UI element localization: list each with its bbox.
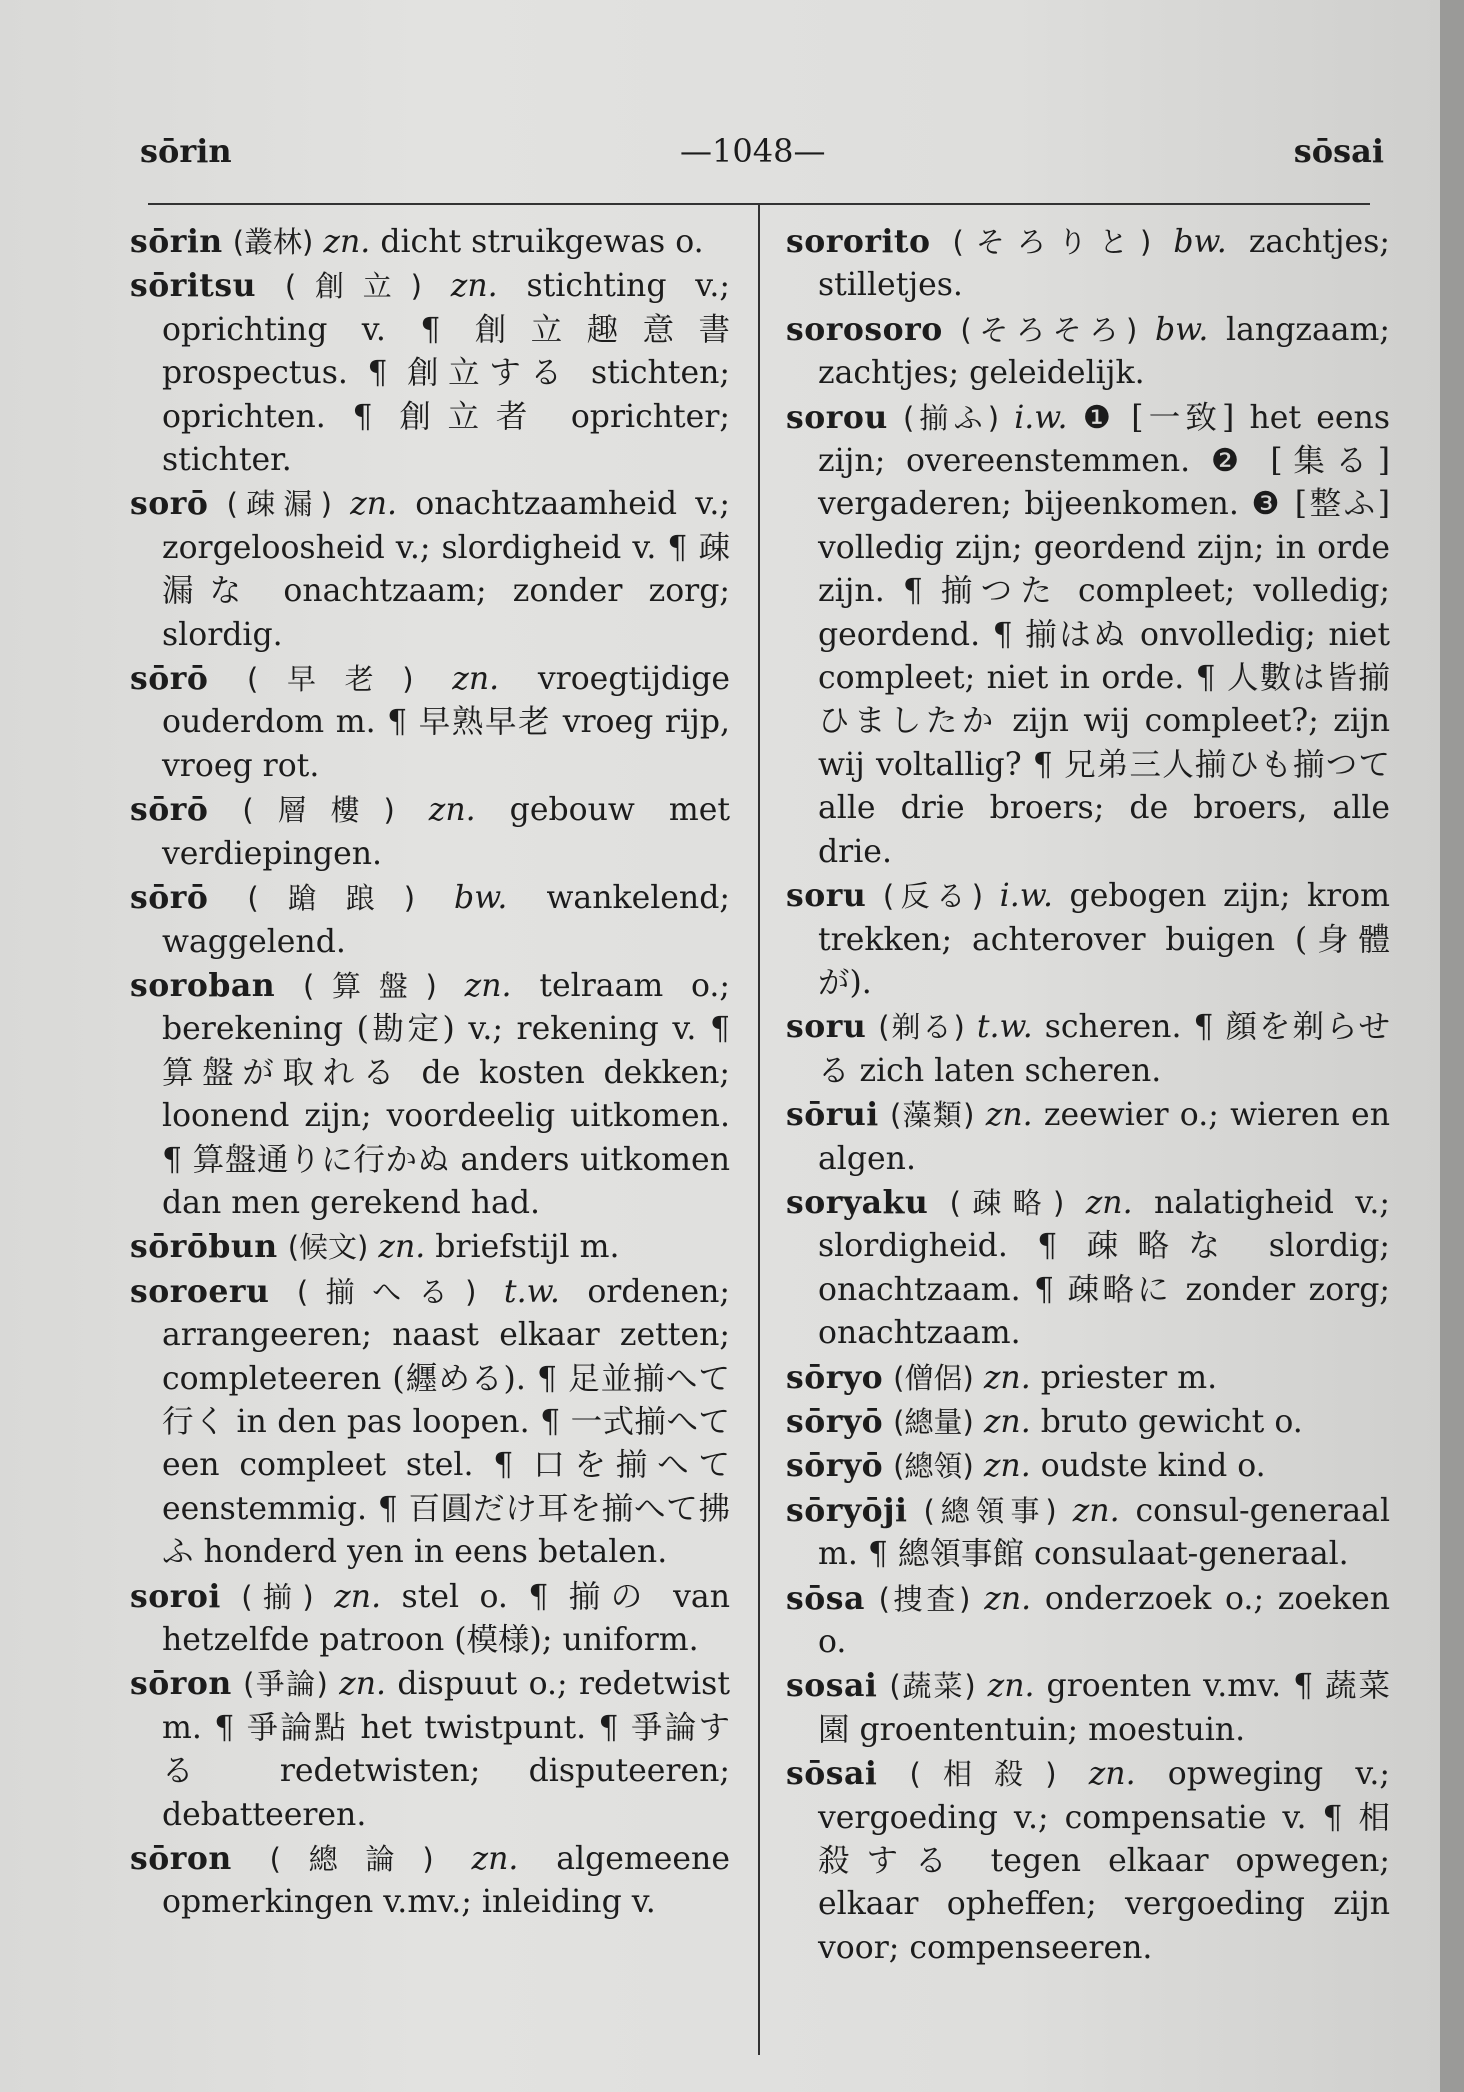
- entry-definition: dicht struikgewas o.: [380, 224, 704, 260]
- entry-pos: zn.: [984, 1580, 1032, 1617]
- entry-definition: dispuut o.; redetwist m. ¶ 爭論點 het twistpunt. ¶ 爭論する redetwisten; disputeeren; debatteeren.: [162, 1666, 730, 1833]
- entry-kanji: (疎略): [949, 1185, 1065, 1220]
- entry-kanji: (爭論): [243, 1667, 328, 1702]
- entry-definition: bruto gewicht o.: [1040, 1403, 1303, 1440]
- entry-definition: ❶ [一致] het eens zijn; overeenstemmen. ❷ [集る] vergaderen; bijeenkomen. ❸ [整ふ] volledig zijn; geordend zijn; in orde zijn. ¶ 揃つた compleet; volledig; geordend. ¶ 揃はぬ onvolledig; niet compleet; niet in orde. ¶ 人數は皆揃ひましたか zijn wij compleet?; zijn wij voltallig? ¶ 兄弟三人揃ひも揃つて alle drie broers; de broers, alle drie.: [818, 399, 1390, 870]
- entry-pos: zn.: [350, 486, 398, 523]
- entry-headword: soru: [786, 1008, 867, 1046]
- entry-definition: vroegtijdige ouderdom m. ¶ 早熟早老 vroeg rijp, vroeg rot.: [162, 661, 731, 784]
- entry-headword: soroi: [130, 1577, 221, 1615]
- column-divider: [758, 205, 760, 2055]
- entry-headword: sōrōbun: [130, 1228, 278, 1266]
- right-column: [786, 220, 1390, 1970]
- dictionary-entry: [130, 1575, 730, 1663]
- dictionary-entry: [786, 1577, 1390, 1665]
- entry-pos: zn.: [450, 268, 498, 305]
- entry-kanji: (揃へる): [296, 1274, 477, 1309]
- entry-pos: t.w.: [503, 1273, 560, 1310]
- entry-headword: sōrō: [130, 791, 209, 829]
- dictionary-entry: [786, 1005, 1390, 1093]
- entry-definition: groenten v.mv. ¶ 蔬菜園 groententuin; moestuin.: [818, 1668, 1391, 1748]
- entry-headword: soroban: [130, 966, 276, 1004]
- entry-definition: priester m.: [1040, 1359, 1218, 1396]
- entry-definition: onderzoek o.; zoeken o.: [818, 1580, 1391, 1660]
- entry-pos: zn.: [1088, 1756, 1136, 1793]
- entry-headword: sōritsu: [130, 267, 256, 305]
- dictionary-entry: [130, 1662, 730, 1837]
- dictionary-entry: [786, 308, 1390, 396]
- page-number: —1048—: [680, 132, 826, 170]
- dictionary-entry: [786, 396, 1390, 874]
- entry-pos: zn.: [464, 967, 512, 1004]
- entry-pos: bw.: [1154, 311, 1209, 348]
- entry-headword: sororito: [786, 223, 931, 260]
- entry-kanji: (早老): [247, 662, 414, 697]
- entry-headword: sōrin: [130, 223, 223, 260]
- dictionary-entry: [786, 1400, 1390, 1444]
- entry-headword: sōsa: [786, 1579, 865, 1617]
- entry-pos: t.w.: [976, 1009, 1033, 1046]
- header-right-guideword: sōsai: [1293, 132, 1384, 170]
- entry-headword: soroeru: [130, 1272, 270, 1310]
- entry-kanji: (層樓): [242, 793, 395, 828]
- entry-headword: sorosoro: [786, 310, 943, 348]
- entry-headword: sōryō: [786, 1402, 884, 1440]
- entry-kanji: (蹌踉): [247, 881, 416, 916]
- entry-definition: briefstijl m.: [435, 1229, 620, 1266]
- entry-pos: zn.: [983, 1403, 1031, 1440]
- entry-pos: zn.: [428, 792, 476, 829]
- entry-kanji: (總量): [893, 1404, 974, 1439]
- entry-pos: zn.: [1072, 1492, 1120, 1529]
- entry-kanji: (相殺): [909, 1757, 1057, 1792]
- entry-kanji: (叢林): [232, 225, 314, 259]
- entry-pos: bw.: [454, 880, 508, 917]
- entry-pos: zn.: [471, 1841, 519, 1878]
- left-column: [130, 220, 730, 1925]
- entry-kanji: (創立): [284, 269, 422, 304]
- entry-headword: soryaku: [786, 1183, 929, 1221]
- dictionary-entry: [786, 1356, 1390, 1400]
- dictionary-entry: [130, 264, 730, 482]
- entry-headword: sorou: [786, 398, 888, 436]
- entry-definition: zachtjes; stilletjes.: [818, 224, 1390, 304]
- entry-headword: sōrui: [786, 1096, 879, 1134]
- entry-kanji: (揃ふ): [902, 400, 1000, 435]
- entry-headword: sorō: [130, 485, 209, 523]
- entry-pos: zn.: [452, 661, 500, 698]
- entry-definition: nalatigheid v.; slordigheid. ¶ 疎略な slordig; onachtzaam. ¶ 疎略に zonder zorg; onachtzaam.: [818, 1184, 1390, 1352]
- entry-definition: scheren. ¶ 顔を剃らせる zich laten scheren.: [818, 1009, 1390, 1089]
- entry-kanji: (僧侶): [893, 1360, 974, 1395]
- entry-kanji: (揃): [241, 1579, 314, 1614]
- entry-kanji: (蔬菜): [889, 1669, 976, 1704]
- dictionary-entry: [130, 1270, 730, 1575]
- header-left-guideword: sōrin: [140, 132, 232, 170]
- entry-kanji: (算盤): [302, 968, 437, 1003]
- entry-pos: zn.: [983, 1448, 1031, 1485]
- entry-kanji: (總領): [893, 1449, 974, 1484]
- entry-pos: zn.: [985, 1097, 1033, 1134]
- entry-definition: consul-generaal m. ¶ 總領事館 consulaat-generaal.: [818, 1492, 1391, 1573]
- dictionary-entry: [786, 1664, 1390, 1752]
- entry-pos: zn.: [334, 1578, 382, 1615]
- entry-definition: onachtzaamheid v.; zorgeloosheid v.; slordigheid v. ¶ 疎漏な onachtzaam; zonder zorg; slordig.: [162, 486, 730, 653]
- entry-headword: soru: [786, 877, 867, 915]
- entry-kanji: (總領事): [923, 1493, 1057, 1528]
- entry-definition: wankelend; waggelend.: [162, 880, 730, 960]
- entry-definition: telraam o.; berekening (勘定) v.; rekening v. ¶ 算盤が取れる de kosten dekken; loonend zijn; voordeelig uitkomen. ¶ 算盤通りに行かぬ anders uitkomen dan men gerekend had.: [162, 967, 731, 1221]
- dictionary-entry: [786, 1093, 1390, 1181]
- entry-pos: i.w.: [1014, 399, 1068, 436]
- entry-kanji: (藻類): [890, 1098, 975, 1133]
- entry-definition: gebouw met verdiepingen.: [162, 792, 730, 872]
- dictionary-entry: [130, 876, 730, 964]
- entry-headword: sōryo: [786, 1358, 884, 1396]
- dictionary-entry: [130, 482, 730, 657]
- entry-pos: zn.: [1085, 1184, 1133, 1221]
- dictionary-entry: [786, 1444, 1390, 1488]
- dictionary-entry: [786, 220, 1390, 308]
- entry-definition: ordenen; arrangeeren; naast elkaar zetten; completeeren (纒める). ¶ 足並揃へて行く in den pas loopen. ¶ 一式揃へて een compleet stel. ¶ 口を揃へて eenstemmig. ¶ 百圓だけ耳を揃へて拂ふ honderd yen in eens betalen.: [162, 1273, 731, 1571]
- dictionary-entry: [130, 788, 730, 876]
- entry-kanji: (そろそろ): [960, 312, 1138, 347]
- dictionary-entry: [786, 1752, 1390, 1970]
- entry-headword: sōsai: [786, 1755, 878, 1793]
- entry-kanji: (候文): [287, 1230, 369, 1265]
- entry-pos: i.w.: [999, 878, 1053, 915]
- entry-definition: zeewier o.; wieren en algen.: [818, 1097, 1390, 1177]
- entry-kanji: (總論): [269, 1842, 434, 1877]
- entry-pos: zn.: [983, 1359, 1031, 1396]
- dictionary-entry: [130, 220, 730, 264]
- entry-definition: stichting v.; oprichting v. ¶ 創立趣意書 prospectus. ¶ 創立する stichten; oprichten. ¶ 創立者 oprichter; stichter.: [162, 268, 730, 479]
- entry-kanji: (疎漏): [226, 487, 332, 522]
- entry-headword: sosai: [786, 1667, 878, 1705]
- entry-definition: langzaam; zachtjes; geleidelijk.: [818, 311, 1390, 392]
- entry-pos: zn.: [987, 1668, 1035, 1705]
- entry-kanji: (捜査): [878, 1581, 971, 1616]
- entry-definition: oudste kind o.: [1040, 1448, 1266, 1485]
- entry-headword: sōrō: [130, 660, 209, 698]
- entry-definition: stel o. ¶ 揃の van hetzelfde patroon (模様); uniform.: [162, 1578, 730, 1658]
- dictionary-entry: [786, 1181, 1390, 1356]
- entry-headword: sōron: [130, 1840, 232, 1878]
- entry-headword: sōryōji: [786, 1491, 908, 1529]
- entry-kanji: (剃る): [878, 1010, 965, 1045]
- entry-headword: sōryō: [786, 1447, 884, 1485]
- entry-kanji: (そろりと): [952, 225, 1152, 259]
- dictionary-entry: [130, 1225, 730, 1269]
- entry-pos: bw.: [1173, 224, 1227, 260]
- dictionary-entry: [130, 964, 730, 1225]
- dictionary-entry: [130, 657, 730, 788]
- entry-definition: opweging v.; vergoeding v.; compensatie v. ¶ 相殺する tegen elkaar opwegen; elkaar opheffen; vergoeding zijn voor; compenseeren.: [818, 1756, 1391, 1966]
- entry-headword: sōrō: [130, 879, 209, 917]
- dictionary-entry: [130, 1837, 730, 1925]
- entry-pos: zn.: [323, 224, 371, 260]
- entry-headword: sōron: [130, 1665, 232, 1703]
- entry-definition: gebogen zijn; krom trekken; achterover buigen (身體が).: [818, 878, 1390, 1001]
- dictionary-entry: [786, 1489, 1390, 1577]
- entry-definition: algemeene opmerkingen v.mv.; inleiding v.: [162, 1841, 730, 1921]
- dictionary-entry: [786, 874, 1390, 1005]
- entry-kanji: (反る): [882, 879, 984, 914]
- entry-pos: zn.: [378, 1229, 426, 1266]
- entry-pos: zn.: [339, 1666, 387, 1703]
